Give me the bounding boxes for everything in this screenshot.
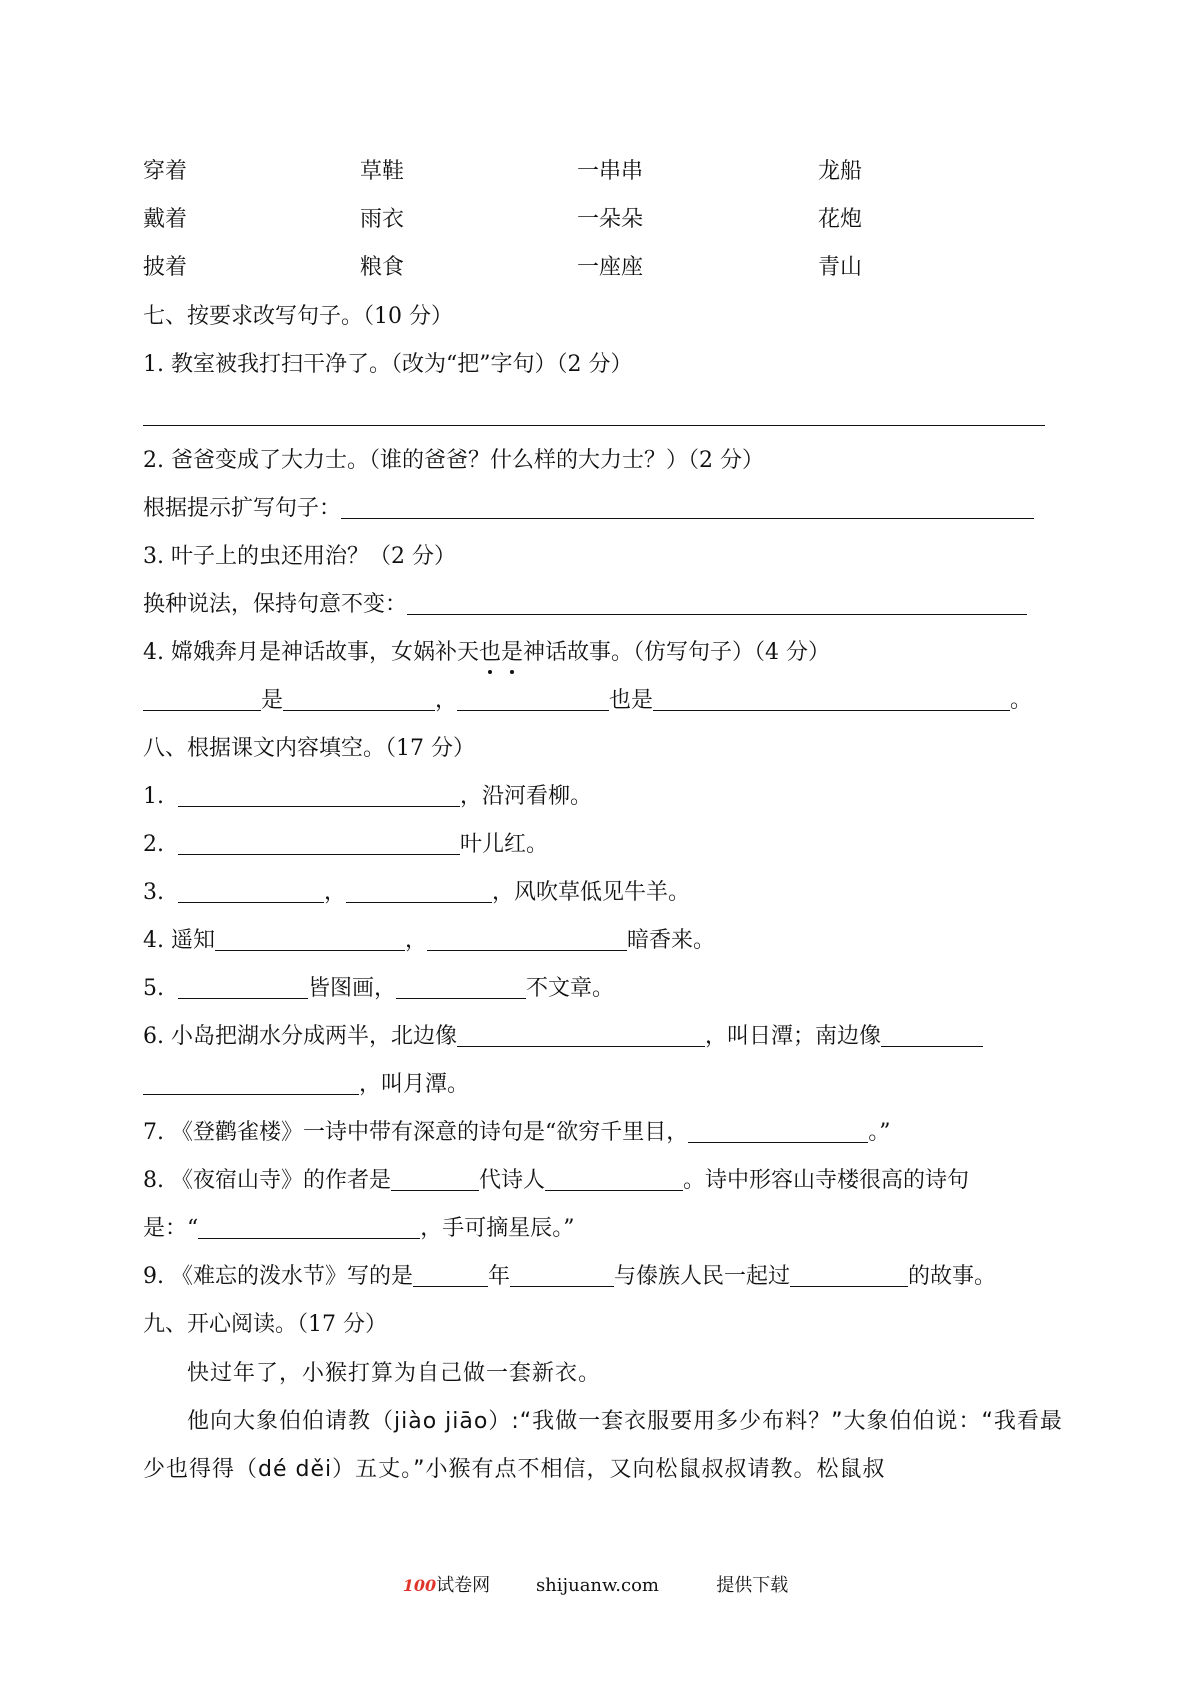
reading-paragraph-2: 他向大象伯伯请教（jiào jiāo）:“我做一套衣服要用多少布料？”大象伯伯说：“我看最少也得得（dé děi）五丈。”小猴有点不相信，又向松鼠叔叔请教。松鼠叔 — [143, 1409, 1063, 1482]
question-7-3: 3. 叶子上的虫还用治？（2 分） — [143, 544, 456, 569]
match-col3-item: 一座座 — [577, 255, 644, 280]
section-7-heading: 七、按要求改写句子。（10 分） — [143, 304, 453, 329]
answer-blank[interactable] — [178, 830, 460, 855]
question-text: 神话故事。（仿写句子）（4 分） — [523, 640, 831, 665]
match-col3-item: 一串串 — [577, 159, 644, 184]
item-text: 与傣族人民一起过 — [614, 1264, 791, 1289]
answer-blank[interactable] — [653, 686, 1010, 711]
fill-item-8 — [143, 1166, 969, 1196]
answer-line-7-1[interactable] — [143, 425, 1045, 426]
answer-blank[interactable] — [283, 686, 435, 711]
answer-blank[interactable] — [790, 1262, 908, 1287]
answer-blank[interactable] — [215, 926, 405, 951]
question-7-2-answer — [143, 494, 1034, 524]
question-text: 4. 嫦娥奔月是神话故事，女娲补天 — [143, 640, 479, 665]
answer-blank[interactable] — [407, 590, 1027, 615]
answer-blank[interactable] — [178, 974, 308, 999]
item-text: 7. 《登鹳雀楼》一诗中带有深意的诗句是“欲穷千里目， — [143, 1120, 689, 1145]
answer-blank[interactable] — [178, 782, 460, 807]
download-note: 提供下载 — [716, 1575, 789, 1596]
match-col4-item: 青山 — [818, 255, 863, 280]
answer-blank[interactable] — [427, 926, 627, 951]
fill-item-6 — [143, 1022, 983, 1052]
site-url[interactable]: shijuanw.com — [535, 1575, 660, 1596]
item-text: ，沿河看柳。 — [460, 784, 593, 809]
match-col4-item: 花炮 — [818, 207, 863, 232]
match-col2-item: 雨衣 — [360, 207, 405, 232]
section-9-heading: 九、开心阅读。（17 分） — [143, 1312, 387, 1337]
answer-blank[interactable] — [396, 974, 526, 999]
match-col4-item: 龙船 — [818, 159, 863, 184]
item-text: ，手可摘星辰。” — [420, 1216, 575, 1241]
answer-blank[interactable] — [457, 1022, 705, 1047]
match-col1-item: 戴着 — [143, 207, 188, 232]
item-number: 3. — [143, 880, 164, 905]
page-footer — [0, 1571, 1191, 1597]
item-text: 代诗人 — [478, 1168, 545, 1193]
item-text: 不文章。 — [526, 976, 615, 1001]
rephrase-prompt: 换种说法，保持句意不变： — [143, 592, 408, 617]
match-col2-item: 粮食 — [360, 255, 405, 280]
answer-blank[interactable] — [510, 1262, 614, 1287]
answer-blank[interactable] — [391, 1166, 479, 1191]
question-7-2: 2. 爸爸变成了大力士。（谁的爸爸？什么样的大力士？）（2 分） — [143, 448, 764, 473]
item-text: 皆图画， — [308, 976, 397, 1001]
match-col3-item: 一朵朵 — [577, 207, 644, 232]
item-text: 8. 《夜宿山寺》的作者是 — [143, 1168, 391, 1193]
answer-blank[interactable] — [413, 1262, 488, 1287]
emphasis-char: 也 — [479, 638, 501, 668]
item-text: 4. 遥知 — [143, 928, 215, 953]
item-text: 9. 《难忘的泼水节》写的是 — [143, 1264, 413, 1289]
section-8-heading: 八、根据课文内容填空。（17 分） — [143, 736, 475, 761]
fill-item-3 — [143, 878, 690, 908]
answer-word: ， — [435, 688, 458, 713]
item-text: ， — [404, 928, 427, 953]
item-text: 。诗中形容山寺楼很高的诗句 — [683, 1168, 970, 1193]
fill-item-9 — [143, 1262, 996, 1292]
answer-blank[interactable] — [178, 878, 324, 903]
question-7-1: 1. 教室被我打扫干净了。（改为“把”字句）（2 分） — [143, 352, 633, 377]
expand-prompt: 根据提示扩写句子： — [143, 496, 342, 521]
fill-item-4 — [143, 926, 715, 956]
item-text: 年 — [487, 1264, 510, 1289]
answer-word: 。 — [1010, 688, 1033, 713]
answer-word: 也是 — [609, 688, 654, 713]
item-text: ，叫日潭；南边像 — [704, 1024, 881, 1049]
answer-blank[interactable] — [545, 1166, 683, 1191]
answer-blank[interactable] — [341, 494, 1034, 519]
reading-paragraph-1: 快过年了，小猴打算为自己做一套新衣。 — [187, 1361, 602, 1386]
item-number: 5. — [143, 976, 164, 1001]
answer-word: 是 — [261, 688, 284, 713]
site-name: 试卷网 — [436, 1575, 491, 1596]
item-text: 叶儿红。 — [460, 832, 549, 857]
match-col1-item: 穿着 — [143, 159, 188, 184]
answer-blank[interactable] — [143, 686, 261, 711]
item-text: ， — [324, 880, 347, 905]
fill-item-7 — [143, 1118, 890, 1148]
question-7-3-answer — [143, 590, 1027, 620]
question-7-4-answer — [143, 686, 1032, 716]
answer-blank[interactable] — [457, 686, 609, 711]
item-text: ，叫月潭。 — [359, 1072, 470, 1097]
fill-item-2 — [143, 830, 548, 860]
item-number: 2. — [143, 832, 164, 857]
item-text: ，风吹草低见牛羊。 — [492, 880, 691, 905]
answer-blank[interactable] — [143, 1070, 359, 1095]
answer-blank[interactable] — [881, 1022, 983, 1047]
fill-item-5 — [143, 974, 614, 1004]
item-text: 是：“ — [143, 1216, 199, 1241]
answer-blank[interactable] — [198, 1214, 420, 1239]
item-text: 。” — [868, 1120, 891, 1145]
match-col1-item: 披着 — [143, 255, 188, 280]
item-text: 暗香来。 — [627, 928, 716, 953]
fill-item-8-cont — [143, 1214, 575, 1244]
emphasis-char: 是 — [501, 638, 523, 668]
answer-blank[interactable] — [346, 878, 492, 903]
item-number: 1. — [143, 784, 164, 809]
item-text: 6. 小岛把湖水分成两半，北边像 — [143, 1024, 457, 1049]
fill-item-6-cont — [143, 1070, 469, 1100]
match-col2-item: 草鞋 — [360, 159, 405, 184]
item-text: 的故事。 — [908, 1264, 997, 1289]
site-logo: 100 — [402, 1576, 437, 1595]
answer-blank[interactable] — [688, 1118, 868, 1143]
fill-item-1 — [143, 782, 592, 812]
question-7-4 — [143, 638, 830, 668]
